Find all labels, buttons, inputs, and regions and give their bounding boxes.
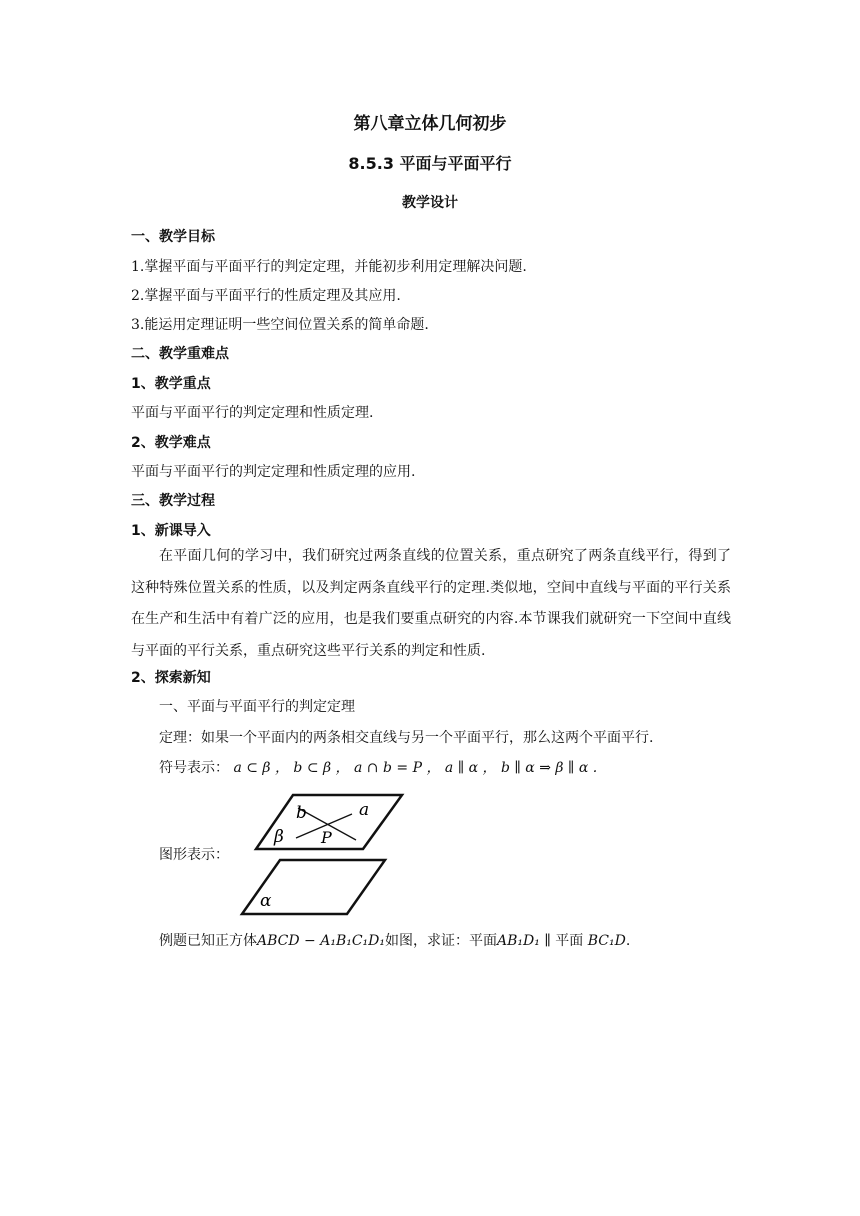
label-p: P — [321, 828, 332, 847]
figure-label: 图形表示： — [159, 847, 229, 863]
symbol-expression: a ⊂ β ， b ⊂ β ， a ∩ b = P ， a ∥ α ， b ∥ α ⇒ β ∥ α . — [233, 760, 598, 776]
explore-subheading: 一、平面与平面平行的判定定理 — [159, 699, 355, 715]
intro-heading: 1、新课导入 — [131, 523, 211, 539]
goal-item: 1.掌握平面与平面平行的判定定理，并能初步利用定理解决问题. — [131, 259, 527, 275]
process-heading: 三、教学过程 — [131, 493, 215, 509]
label-beta: β — [274, 827, 284, 847]
key-heading: 1、教学重点 — [131, 376, 211, 392]
theorem-text: 定理：如果一个平面内的两条相交直线与另一个平面平行，那么这两个平面平行. — [159, 730, 654, 746]
example-end: . — [625, 933, 631, 949]
example-plane-2: BC₁D — [587, 933, 626, 949]
goals-heading: 一、教学目标 — [131, 229, 215, 245]
label-b: b — [296, 803, 307, 823]
document-subtitle: 教学设计 — [402, 195, 458, 211]
difficult-heading: 2、教学难点 — [131, 435, 211, 451]
label-alpha: α — [260, 891, 272, 911]
example-prefix: 例题已知正方体 — [159, 933, 257, 949]
key-difficult-heading: 二、教学重难点 — [131, 346, 229, 362]
symbol-row — [159, 759, 597, 777]
symbol-label: 符号表示： — [159, 760, 229, 776]
example-parallel: ∥ 平面 — [539, 933, 588, 949]
example-plane-1: AB₁D₁ — [497, 933, 540, 949]
parallel-planes-figure — [236, 790, 416, 920]
chapter-title: 第八章立体几何初步 — [353, 114, 507, 134]
example-cube: ABCD − A₁B₁C₁D₁ — [257, 933, 386, 949]
goal-item: 2.掌握平面与平面平行的性质定理及其应用. — [131, 288, 401, 304]
section-title: 8.5.3 平面与平面平行 — [348, 154, 512, 173]
key-text: 平面与平面平行的判定定理和性质定理. — [131, 405, 374, 421]
goal-item: 3.能运用定理证明一些空间位置关系的简单命题. — [131, 317, 429, 333]
example-problem — [159, 932, 630, 950]
label-a: a — [359, 800, 370, 820]
explore-heading: 2、探索新知 — [131, 670, 211, 686]
difficult-text: 平面与平面平行的判定定理和性质定理的应用. — [131, 464, 416, 480]
example-mid: 如图，求证：平面 — [385, 933, 498, 949]
intro-paragraph: 在平面几何的学习中，我们研究过两条直线的位置关系，重点研究了两条直线平行，得到了这种特殊位置关系的性质，以及判定两条直线平行的定理.类似地，空间中直线与平面的平行关系在生产和生活中有着广泛的应用，也是我们要重点研究的内容.本节课我们就研究一下空间中直线与平面的平行关系，重点研究这些平行关系的判定和性质. — [131, 548, 731, 659]
